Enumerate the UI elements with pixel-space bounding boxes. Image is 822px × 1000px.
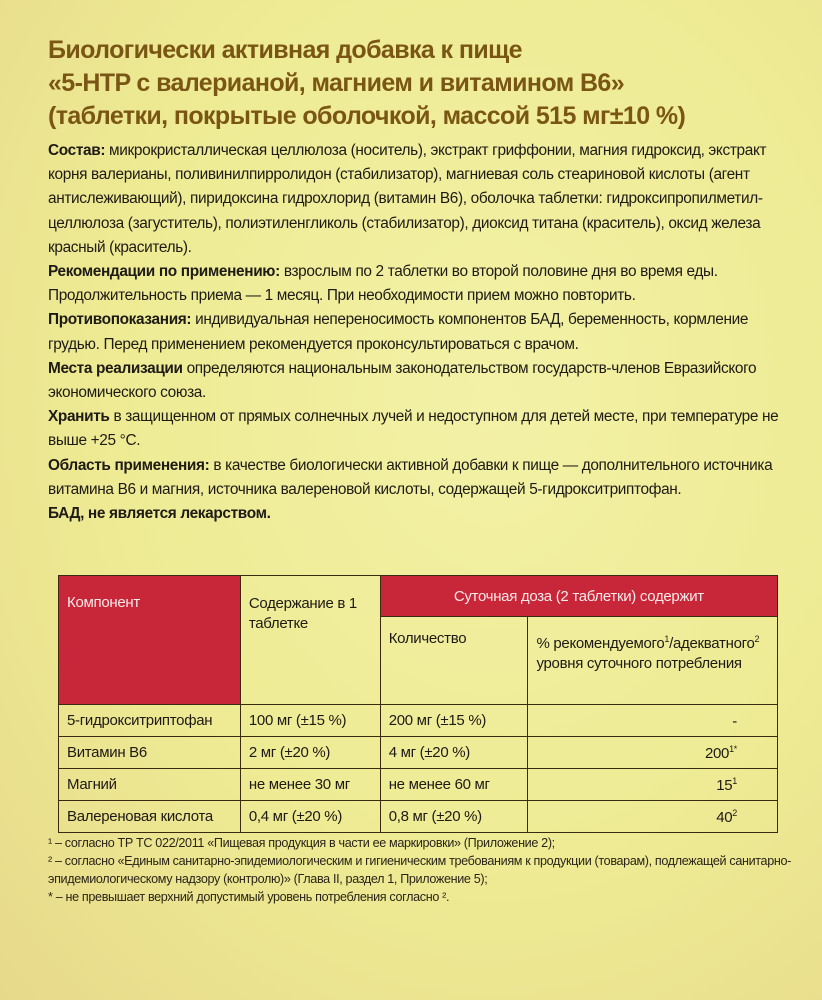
- storage-paragraph: [48, 405, 788, 453]
- application-label: Область применения:: [48, 456, 210, 474]
- row-component: Валереновая кислота: [59, 801, 241, 833]
- header-content-per-tablet: Содержание в 1 таблетке: [240, 576, 380, 705]
- storage-label: Хранить: [48, 408, 110, 426]
- row-amount: 200 мг (±15 %): [380, 705, 528, 737]
- not-medicine-notice: БАД, не является лекарством.: [48, 505, 271, 523]
- header-percent: % рекомендуемого$^1$/адекватного$^2$ уровня суточного потребления: [528, 617, 778, 705]
- row-percent: -: [528, 705, 778, 737]
- usage-paragraph: [48, 260, 788, 308]
- header-component: Компонент: [59, 576, 241, 705]
- row-amount: 0,8 мг (±20 %): [380, 801, 528, 833]
- contraindications-text: индивидуальная непереносимость компонентов БАД, беременность, кормление грудью. Перед применением рекомендуется проконсультироваться с врачом.: [48, 311, 749, 353]
- header-daily-dose: Суточная доза (2 таблетки) содержит: [380, 576, 777, 617]
- row-per-tablet: не менее 30 мг: [240, 769, 380, 801]
- header-amount: Количество: [380, 617, 528, 705]
- row-per-tablet: 100 мг (±15 %): [240, 705, 380, 737]
- table-row: [59, 737, 778, 769]
- table-row: [59, 769, 778, 801]
- sales-places-label: Места реализации: [48, 359, 183, 377]
- footnotes: [48, 834, 791, 906]
- composition-paragraph: [48, 139, 788, 260]
- row-per-tablet: 0,4 мг (±20 %): [240, 801, 380, 833]
- title-line-2: «5-HTP с валерианой, магнием и витамином В6»: [48, 69, 625, 97]
- contraindications-label: Противопоказания:: [48, 311, 192, 329]
- row-percent: $200^{1*}$: [528, 737, 778, 769]
- footnote-asterisk: * – не превышает верхний допустимый уровень потребления согласно ².: [48, 890, 450, 904]
- footnote-2-line-2: эпидемиологическому надзору (контролю)» (Глава II, раздел 1, Приложение 5);: [48, 872, 488, 886]
- footnote-1: ¹ – согласно ТР ТС 022/2011 «Пищевая продукция в части ее маркировки» (Приложение 2);: [48, 836, 555, 850]
- row-percent: $40^2$: [528, 801, 778, 833]
- table-row: [59, 705, 778, 737]
- sales-places-paragraph: [48, 357, 788, 405]
- row-percent: $15^1$: [528, 769, 778, 801]
- row-component: Магний: [59, 769, 241, 801]
- label-page: [48, 34, 788, 526]
- application-paragraph: [48, 454, 788, 502]
- row-component: Витамин В6: [59, 737, 241, 769]
- row-amount: 4 мг (±20 %): [380, 737, 528, 769]
- nutrition-table: [58, 575, 778, 833]
- usage-label: Рекомендации по применению:: [48, 263, 280, 281]
- title-line-1: Биологически активная добавка к пище: [48, 36, 522, 64]
- product-title: [48, 34, 788, 133]
- storage-text: в защищенном от прямых солнечных лучей и недоступном для детей месте, при температуре не выше +25 °С.: [48, 408, 779, 450]
- composition-text: микрокристаллическая целлюлоза (носитель), экстракт гриффонии, магния гидроксид, экстракт корня валерианы, поливинилпирролидон (стабилизатор), магниевая соль стеариновой кислоты (агент антислеживающий), пиридоксина гидрохлорид (витамин В6), оболочка таблетки: гидроксипропилметил-целлюлоза (загуститель), полиэтиленгликоль (стабилизатор), диоксид титана (краситель), оксид железа красный (краситель).: [48, 142, 767, 256]
- table-row: [59, 801, 778, 833]
- row-per-tablet: 2 мг (±20 %): [240, 737, 380, 769]
- contraindications-paragraph: [48, 308, 788, 356]
- footnote-2-line-1: ² – согласно «Единым санитарно-эпидемиологическим и гигиеническим требованиям к продукции (товарам), подлежащей санитарно-: [48, 854, 791, 868]
- sales-places-text: определяются национальным законодательством государств-членов Евразийского экономического союза.: [48, 359, 757, 402]
- row-component: 5-гидрокситриптофан: [59, 705, 241, 737]
- row-amount: не менее 60 мг: [380, 769, 528, 801]
- application-text: в качестве биологически активной добавки к пище — дополнительного источника витамина В6 и магния, источника валереновой кислоты, содержащей 5-гидрокситриптофан.: [48, 456, 773, 498]
- title-line-3: (таблетки, покрытые оболочкой, массой 515 мг±10 %): [48, 102, 686, 130]
- composition-label: Состав:: [48, 142, 106, 159]
- usage-text: взрослым по 2 таблетки во второй половине дня во время еды. Продолжительность приема — 1 месяц. При необходимости прием можно повторить.: [48, 263, 718, 305]
